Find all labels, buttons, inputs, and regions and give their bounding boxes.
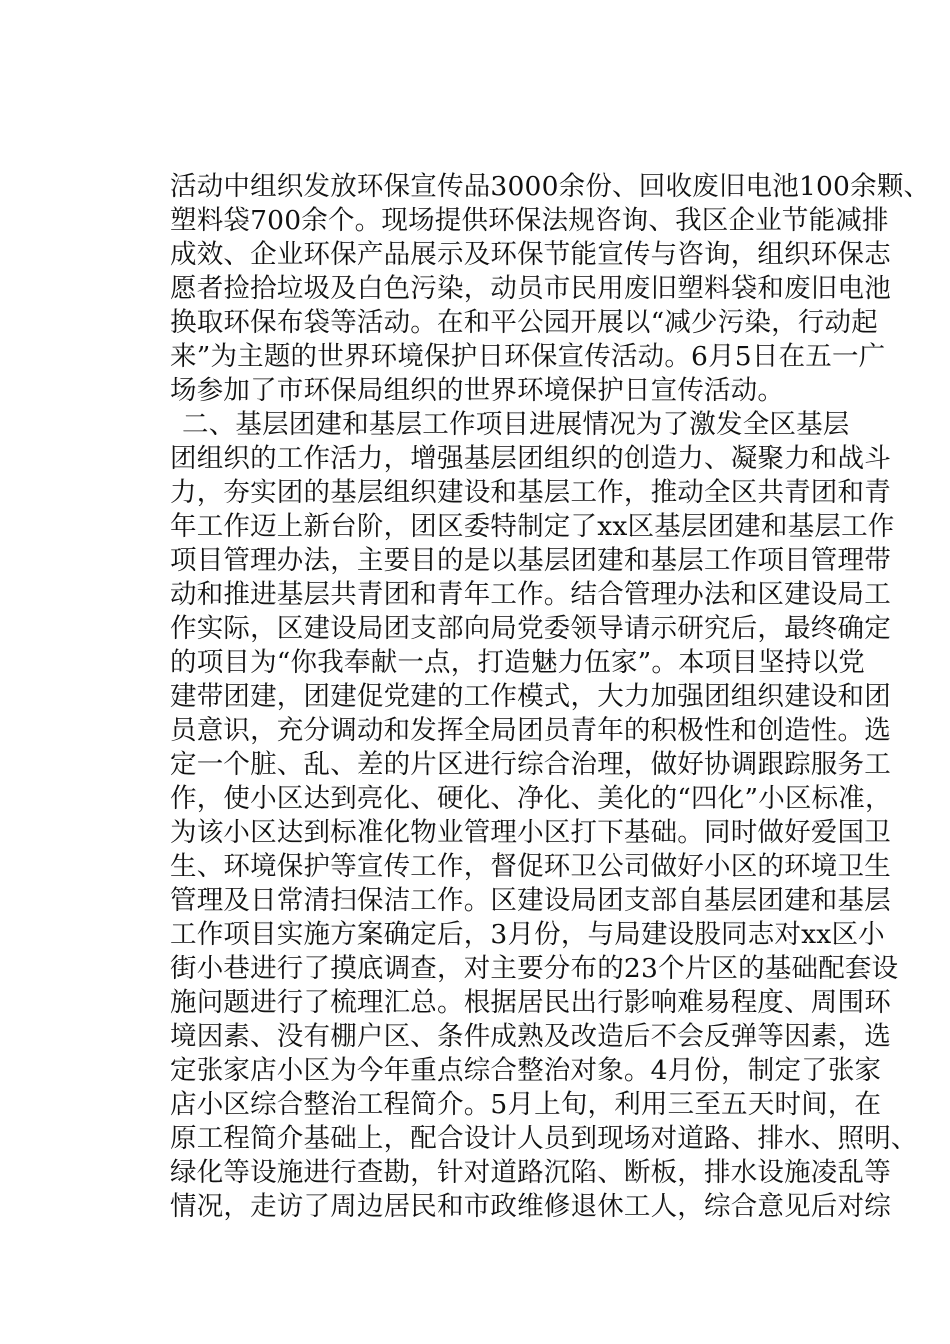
text-line: 作实际，区建设局团支部向局党委领导请示研究后，最终确定 — [170, 613, 891, 644]
text-line: 来”为主题的世界环境保护日环保宣传活动。6月5日在五一广 — [170, 341, 886, 372]
text-line: 的项目为“你我奉献一点，打造魅力伍家”。本项目坚持以党 — [170, 647, 865, 678]
text-line: 情况，走访了周边居民和市政维修退休工人，综合意见后对综 — [170, 1191, 891, 1222]
text-line: 成效、企业环保产品展示及环保节能宣传与咨询，组织环保志 — [170, 239, 891, 270]
text-line: 力，夯实团的基层组织建设和基层工作，推动全区共青团和青 — [170, 477, 891, 508]
text-line: 项目管理办法，主要目的是以基层团建和基层工作项目管理带 — [170, 545, 891, 576]
text-line: 场参加了市环保局组织的世界环境保护日宣传活动。 — [170, 375, 785, 406]
text-line: 愿者捡拾垃圾及白色污染，动员市民用废旧塑料袋和废旧电池 — [170, 273, 891, 304]
text-line: 塑料袋700余个。现场提供环保法规咨询、我区企业节能减排 — [170, 205, 889, 236]
text-line: 为该小区达到标准化物业管理小区打下基础。同时做好爱国卫 — [170, 817, 891, 848]
text-line: 街小巷进行了摸底调查，对主要分布的23个片区的基础配套设 — [170, 953, 899, 984]
text-line: 活动中组织发放环保宣传品3000余份、回收废旧电池100余颗、 — [170, 171, 931, 202]
text-line: 建带团建，团建促党建的工作模式，大力加强团组织建设和团 — [170, 681, 891, 712]
text-line: 团组织的工作活力，增强基层团组织的创造力、凝聚力和战斗 — [170, 443, 891, 474]
text-line: 动和推进基层共青团和青年工作。结合管理办法和区建设局工 — [170, 579, 891, 610]
text-line: 施问题进行了梳理汇总。根据居民出行影响难易程度、周围环 — [170, 987, 891, 1018]
text-line: 原工程简介基础上，配合设计人员到现场对道路、排水、照明、 — [170, 1123, 918, 1154]
text-line: 绿化等设施进行查勘，针对道路沉陷、断板，排水设施凌乱等 — [170, 1157, 891, 1188]
text-line: 境因素、没有棚户区、条件成熟及改造后不会反弹等因素，选 — [170, 1021, 891, 1052]
text-line: 员意识，充分调动和发挥全局团员青年的积极性和创造性。选 — [170, 715, 891, 746]
text-line: 工作项目实施方案确定后，3月份，与局建设股同志对xx区小 — [170, 919, 885, 950]
paragraph-start-line: 二、基层团建和基层工作项目进展情况为了激发全区基层 — [182, 409, 850, 440]
text-line: 换取环保布袋等活动。在和平公园开展以“减少污染，行动起 — [170, 307, 878, 338]
text-line: 定一个脏、乱、差的片区进行综合治理，做好协调跟踪服务工 — [170, 749, 891, 780]
text-line: 店小区综合整治工程简介。5月上旬，利用三至五天时间，在 — [170, 1089, 882, 1120]
text-line: 定张家店小区为今年重点综合整治对象。4月份，制定了张家 — [170, 1055, 882, 1086]
text-line: 年工作迈上新台阶，团区委特制定了xx区基层团建和基层工作 — [170, 511, 895, 542]
text-line: 生、环境保护等宣传工作，督促环卫公司做好小区的环境卫生 — [170, 851, 891, 882]
text-line: 管理及日常清扫保洁工作。区建设局团支部自基层团建和基层 — [170, 885, 891, 916]
text-line: 作，使小区达到亮化、硬化、净化、美化的“四化”小区标准， — [170, 783, 892, 814]
